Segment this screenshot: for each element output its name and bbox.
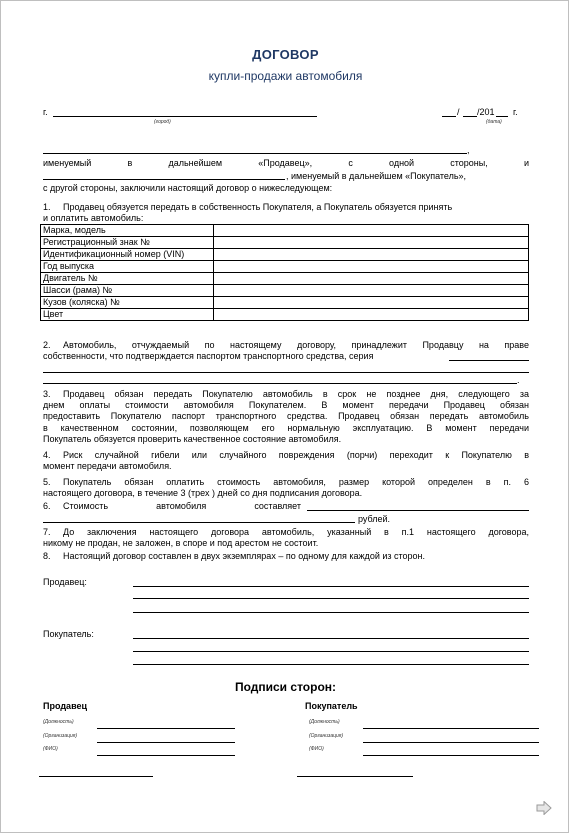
item-7-line-1: До заключения настоящего договора автомобиль, указанный в п.1 настоящего договора, <box>63 527 529 537</box>
table-value-cell[interactable] <box>214 261 529 273</box>
sig-buyer-name-line[interactable] <box>363 755 539 756</box>
item-1-line-1: Продавец обязуется передать в собственность Покупателя, а Покупатель обязуется принять <box>63 202 453 212</box>
item-3-line-4: в качественном состоянии, позволяющем его нормальную эксплуатацию. В момент передачи <box>43 423 529 433</box>
seller-intro-line: именуемый в дальнейшем «Продавец», с одной стороны, и <box>43 158 529 168</box>
sig-seller-name-line[interactable] <box>97 755 235 756</box>
table-label: Кузов (коляска) № <box>41 297 214 309</box>
sig-seller-org-label: (Организация) <box>43 733 78 739</box>
seller-name-line[interactable] <box>43 153 467 154</box>
table-value-cell[interactable] <box>214 273 529 285</box>
item-4-line-1: Риск случайной гибели или случайного повреждения (порчи) переходит к Покупателю в <box>63 450 529 460</box>
sig-seller-position-label: (Должность) <box>43 719 74 725</box>
buyer-intro-text: , именуемый в дальнейшем «Покупатель», <box>286 171 467 181</box>
passport-extra-line-2[interactable] <box>43 383 517 384</box>
table-label: Марка, модель <box>41 225 214 237</box>
seller-details-line-3[interactable] <box>133 612 529 613</box>
buyer-details-line-2[interactable] <box>133 651 529 652</box>
car-details-table <box>40 224 529 321</box>
buyer-details-label: Покупатель: <box>43 629 94 639</box>
table-value-cell[interactable] <box>214 285 529 297</box>
seller-details-line-2[interactable] <box>133 598 529 599</box>
table-value-cell[interactable] <box>214 225 529 237</box>
sig-buyer-signature-line[interactable] <box>297 776 413 777</box>
item-4-line-2: момент передачи автомобиля. <box>43 461 172 471</box>
price-field-line[interactable] <box>307 510 529 511</box>
sig-seller-name-label: (ФИО) <box>43 746 58 752</box>
date-hint: (дата) <box>486 119 502 125</box>
item-1-number: 1. <box>43 202 51 212</box>
item-5-line-1: Покупатель обязан оплатить стоимость автомобиля, размер которой определен в п. 6 <box>63 477 529 487</box>
price-words-line[interactable] <box>43 522 355 523</box>
sig-seller-position-line[interactable] <box>97 728 235 729</box>
table-row <box>41 309 529 321</box>
signatures-title: Подписи сторон: <box>234 680 337 694</box>
table-row <box>41 261 529 273</box>
next-arrow-icon[interactable] <box>536 801 552 815</box>
item-2-end: . <box>517 375 520 385</box>
sig-buyer-heading: Покупатель <box>305 701 358 711</box>
item-8-text: Настоящий договор составлен в двух экземплярах – по одному для каждой из сторон. <box>63 551 426 561</box>
table-value-cell[interactable] <box>214 237 529 249</box>
table-label: Шасси (рама) № <box>41 285 214 297</box>
table-label: Двигатель № <box>41 273 214 285</box>
date-month-line[interactable] <box>463 116 477 117</box>
city-field-line[interactable] <box>53 116 317 117</box>
item-3-line-3: предоставить Покупателю паспорт транспортного средства. Продавец обязан передать автомобиль <box>43 411 529 421</box>
document-title: ДОГОВОР <box>252 47 319 62</box>
buyer-name-line[interactable] <box>43 179 285 180</box>
sig-seller-heading: Продавец <box>43 701 88 711</box>
buyer-details-line-1[interactable] <box>133 638 529 639</box>
table-label: Регистрационный знак № <box>41 237 214 249</box>
item-1-line-2: и оплатить автомобиль: <box>43 213 144 223</box>
date-year-line[interactable] <box>496 116 508 117</box>
table-row <box>41 273 529 285</box>
table-value-cell[interactable] <box>214 309 529 321</box>
price-currency: рублей. <box>358 514 391 524</box>
item-7-line-2: никому не продан, не заложен, в споре и под арестом не состоит. <box>43 538 319 548</box>
city-prefix: г. <box>43 107 48 117</box>
sig-buyer-position-line[interactable] <box>363 728 539 729</box>
sig-buyer-org-line[interactable] <box>363 742 539 743</box>
item-3-line-1: Продавец обязан передать Покупателю автомобиль в срок не позднее дня, следующего за <box>63 389 529 399</box>
item-2-line-2: собственности, что подтверждается паспортом транспортного средства, серия <box>43 351 374 361</box>
date-year-prefix: /201 <box>477 107 495 117</box>
item-3-line-5: Покупатель обязуется проверить качественное состояние автомобиля. <box>43 434 342 444</box>
passport-extra-line-1[interactable] <box>43 372 529 373</box>
table-row <box>41 285 529 297</box>
sig-buyer-name-label: (ФИО) <box>309 746 324 752</box>
table-label: Цвет <box>41 309 214 321</box>
table-row <box>41 237 529 249</box>
item-6-text: Стоимость автомобиля составляет <box>63 501 301 511</box>
item-6-number: 6. <box>43 501 51 511</box>
item-5-line-2: настоящего договора, в течение 3 (трех ) дней со дня подписания договора. <box>43 488 363 498</box>
sig-buyer-org-label: (Организация) <box>309 733 344 739</box>
table-label: Идентификационный номер (VIN) <box>41 249 214 261</box>
document-subtitle: купли-продажи автомобиля <box>208 69 363 83</box>
conclusion-text: с другой стороны, заключили настоящий договор о нижеследующем: <box>43 183 333 193</box>
item-3-line-2: днем оплаты стоимости автомобиля Покупателем. В момент передачи Продавец обязан <box>43 400 529 410</box>
seller-details-line-1[interactable] <box>133 586 529 587</box>
sig-seller-signature-line[interactable] <box>39 776 153 777</box>
date-day-line[interactable] <box>442 116 456 117</box>
seller-details-label: Продавец: <box>43 577 87 587</box>
table-value-cell[interactable] <box>214 297 529 309</box>
item-5-number: 5. <box>43 477 51 487</box>
sig-buyer-position-label: (Должность) <box>309 719 340 725</box>
buyer-details-line-3[interactable] <box>133 664 529 665</box>
table-value-cell[interactable] <box>214 249 529 261</box>
item-3-number: 3. <box>43 389 51 399</box>
item-8-number: 8. <box>43 551 51 561</box>
item-2-number: 2. <box>43 340 51 350</box>
date-slash-1: / <box>457 107 460 117</box>
date-suffix: г. <box>513 107 518 117</box>
table-row <box>41 249 529 261</box>
comma: , <box>467 145 470 155</box>
item-2-line-1: Автомобиль, отчуждаемый по настоящему договору, принадлежит Продавцу на праве <box>63 340 529 350</box>
sig-seller-org-line[interactable] <box>97 742 235 743</box>
table-row <box>41 297 529 309</box>
table-label: Год выпуска <box>41 261 214 273</box>
item-7-number: 7. <box>43 527 51 537</box>
table-row <box>41 225 529 237</box>
item-4-number: 4. <box>43 450 51 460</box>
passport-series-line[interactable] <box>449 360 529 361</box>
city-hint: (город) <box>154 119 171 125</box>
